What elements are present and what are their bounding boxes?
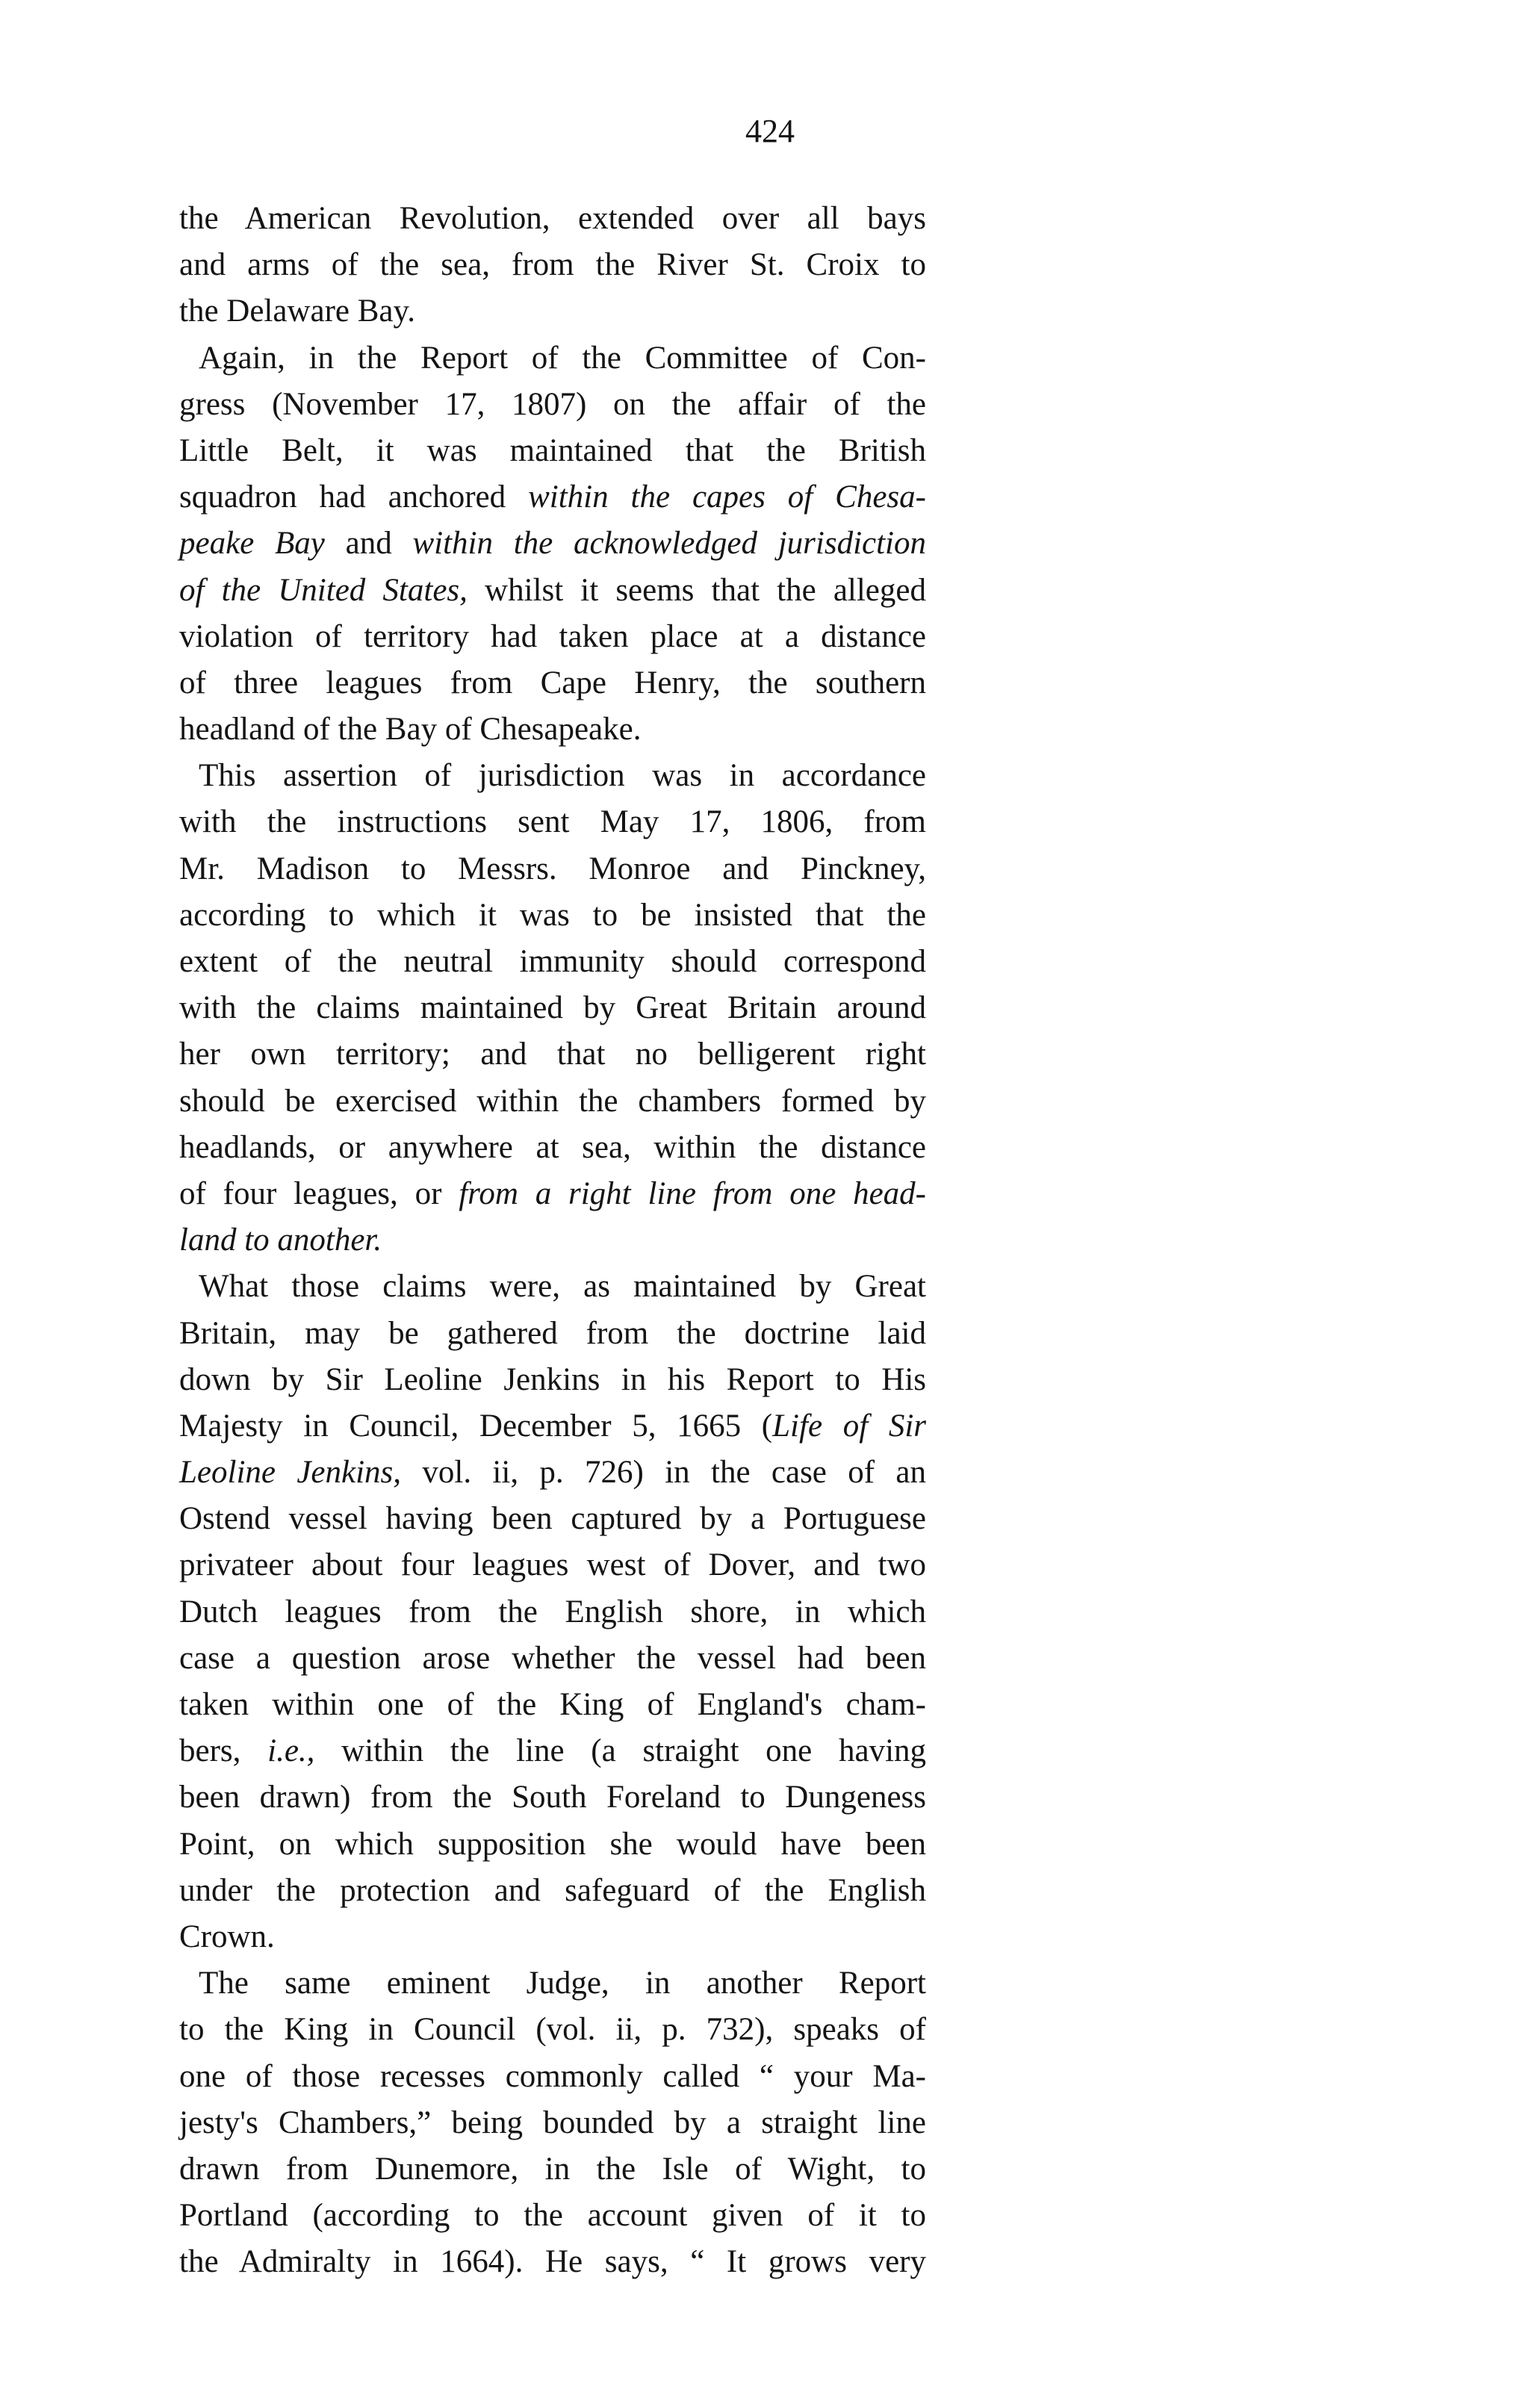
text-segment: with the instructions sent May 17, 1806, from [179, 804, 926, 840]
text-line [179, 521, 926, 567]
italic-text: i.e., [267, 1733, 315, 1769]
text-segment: according to which it was to be insisted that the [179, 897, 926, 933]
text-line [179, 2239, 926, 2285]
text-segment: jesty's Chambers,” being bounded by a straight line [179, 2104, 926, 2140]
text-segment: the American Revolution, extended over all bays [179, 201, 926, 236]
text-segment: the Delaware Bay. [179, 293, 415, 329]
text-segment: Portland (according to the account given of it to [179, 2198, 926, 2234]
text-line [179, 985, 926, 1031]
text-segment: her own territory; and that no belligerent right [179, 1037, 926, 1072]
text-segment: case a question arose whether the vessel had been [179, 1640, 926, 1676]
italic-text: Life of Sir [772, 1408, 926, 1444]
text-segment: bers, [179, 1733, 268, 1769]
text-segment: Again, in the Report of the Committee of Con- [199, 340, 926, 376]
text-line [179, 706, 926, 753]
text-line [179, 382, 926, 428]
text-segment: been drawn) from the South Foreland to Dungeness [179, 1780, 926, 1815]
text-segment: should be exercised within the chambers formed by [179, 1083, 926, 1119]
text-line [179, 614, 926, 660]
text-segment: with the claims maintained by Great Britain around [179, 990, 926, 1026]
text-line [179, 474, 926, 521]
text-line [179, 1357, 926, 1403]
text-line [179, 2100, 926, 2146]
italic-text: of the United States, [179, 572, 468, 608]
text-line [179, 1403, 926, 1450]
text-segment: Crown. [179, 1919, 275, 1954]
text-segment: Ostend vessel having been captured by a Portuguese [179, 1501, 926, 1537]
text-segment: squadron had anchored [179, 479, 529, 515]
text-line [179, 753, 926, 799]
text-line [179, 1031, 926, 1078]
text-line [179, 335, 926, 382]
text-segment: What those claims were, as maintained by Great [199, 1269, 926, 1305]
text-segment: Little Belt, it was maintained that the British [179, 432, 926, 468]
text-line [179, 1868, 926, 1914]
italic-text: Leoline Jenkins, [179, 1455, 402, 1491]
text-segment: drawn from Dunemore, in the Isle of Wight, to [179, 2151, 926, 2187]
text-line [179, 242, 926, 288]
text-line [179, 1914, 926, 1960]
text-segment: headlands, or anywhere at sea, within the distance [179, 1129, 926, 1165]
text-segment: the Admiralty in 1664). He says, “ It grows very [179, 2244, 926, 2280]
text-segment: Point, on which supposition she would have been [179, 1826, 926, 1862]
text-line [179, 1542, 926, 1588]
italic-text: within the capes of Chesa- [528, 479, 926, 515]
text-segment: violation of territory had taken place at a distance [179, 618, 926, 654]
page-number: 424 [745, 113, 795, 149]
text-line [179, 2193, 926, 2239]
text-segment: to the King in Council (vol. ii, p. 732), speaks of [179, 2012, 926, 2048]
italic-text: from a right line from one head- [459, 1175, 927, 1211]
text-line [179, 1636, 926, 1682]
text-line [179, 2007, 926, 2053]
text-segment: under the protection and safeguard of the English [179, 1872, 926, 1908]
text-line [179, 568, 926, 614]
text-line [179, 1078, 926, 1125]
text-line [179, 1311, 926, 1357]
text-line [179, 799, 926, 845]
text-line [179, 1774, 926, 1821]
text-segment: within the line (a straight one having [314, 1733, 927, 1769]
text-line [179, 1728, 926, 1774]
text-line [179, 1821, 926, 1868]
text-segment: of four leagues, or [179, 1175, 459, 1211]
text-line [179, 939, 926, 985]
italic-text: within the acknowledged jurisdiction [412, 526, 927, 562]
text-segment: taken within one of the King of England's cham- [179, 1687, 926, 1722]
text-segment: of three leagues from Cape Henry, the southern [179, 665, 926, 701]
text-segment: Majesty in Council, December 5, 1665 ( [179, 1408, 773, 1444]
body-text [179, 196, 926, 2285]
text-segment: one of those recesses commonly called “ your Ma- [179, 2058, 926, 2094]
text-line [179, 1264, 926, 1310]
text-segment: Mr. Madison to Messrs. Monroe and Pinckney, [179, 851, 926, 886]
text-segment: vol. ii, p. 726) in the case of an [401, 1455, 926, 1491]
text-segment: This assertion of jurisdiction was in accordance [199, 758, 926, 794]
italic-text: land to another. [179, 1223, 382, 1258]
text-line [179, 1450, 926, 1496]
text-line [179, 1589, 926, 1636]
text-line [179, 2146, 926, 2193]
text-line [179, 1171, 926, 1217]
text-segment: whilst it seems that the alleged [467, 572, 926, 608]
text-line [179, 1125, 926, 1171]
text-line [179, 196, 926, 242]
text-segment: privateer about four leagues west of Dover, and two [179, 1547, 926, 1583]
text-segment: headland of the Bay of Chesapeake. [179, 712, 642, 748]
text-line [179, 428, 926, 474]
text-segment: Dutch leagues from the English shore, in which [179, 1594, 926, 1630]
text-line [179, 846, 926, 892]
text-line [179, 1960, 926, 2007]
text-segment: The same eminent Judge, in another Report [199, 1966, 926, 2001]
text-segment: and arms of the sea, from the River St. Croix to [179, 247, 926, 283]
text-line [179, 660, 926, 706]
text-segment: gress (November 17, 1807) on the affair of the [179, 386, 926, 422]
text-line [179, 2054, 926, 2100]
text-line [179, 1217, 926, 1264]
italic-text: peake Bay [179, 526, 325, 562]
text-segment: and [324, 526, 413, 562]
text-line [179, 1496, 926, 1542]
text-segment: down by Sir Leoline Jenkins in his Report to His [179, 1361, 926, 1397]
text-line [179, 892, 926, 939]
text-segment: Britain, may be gathered from the doctrine laid [179, 1315, 926, 1351]
text-line [179, 1682, 926, 1728]
text-segment: extent of the neutral immunity should correspond [179, 944, 926, 979]
text-line [179, 288, 926, 335]
